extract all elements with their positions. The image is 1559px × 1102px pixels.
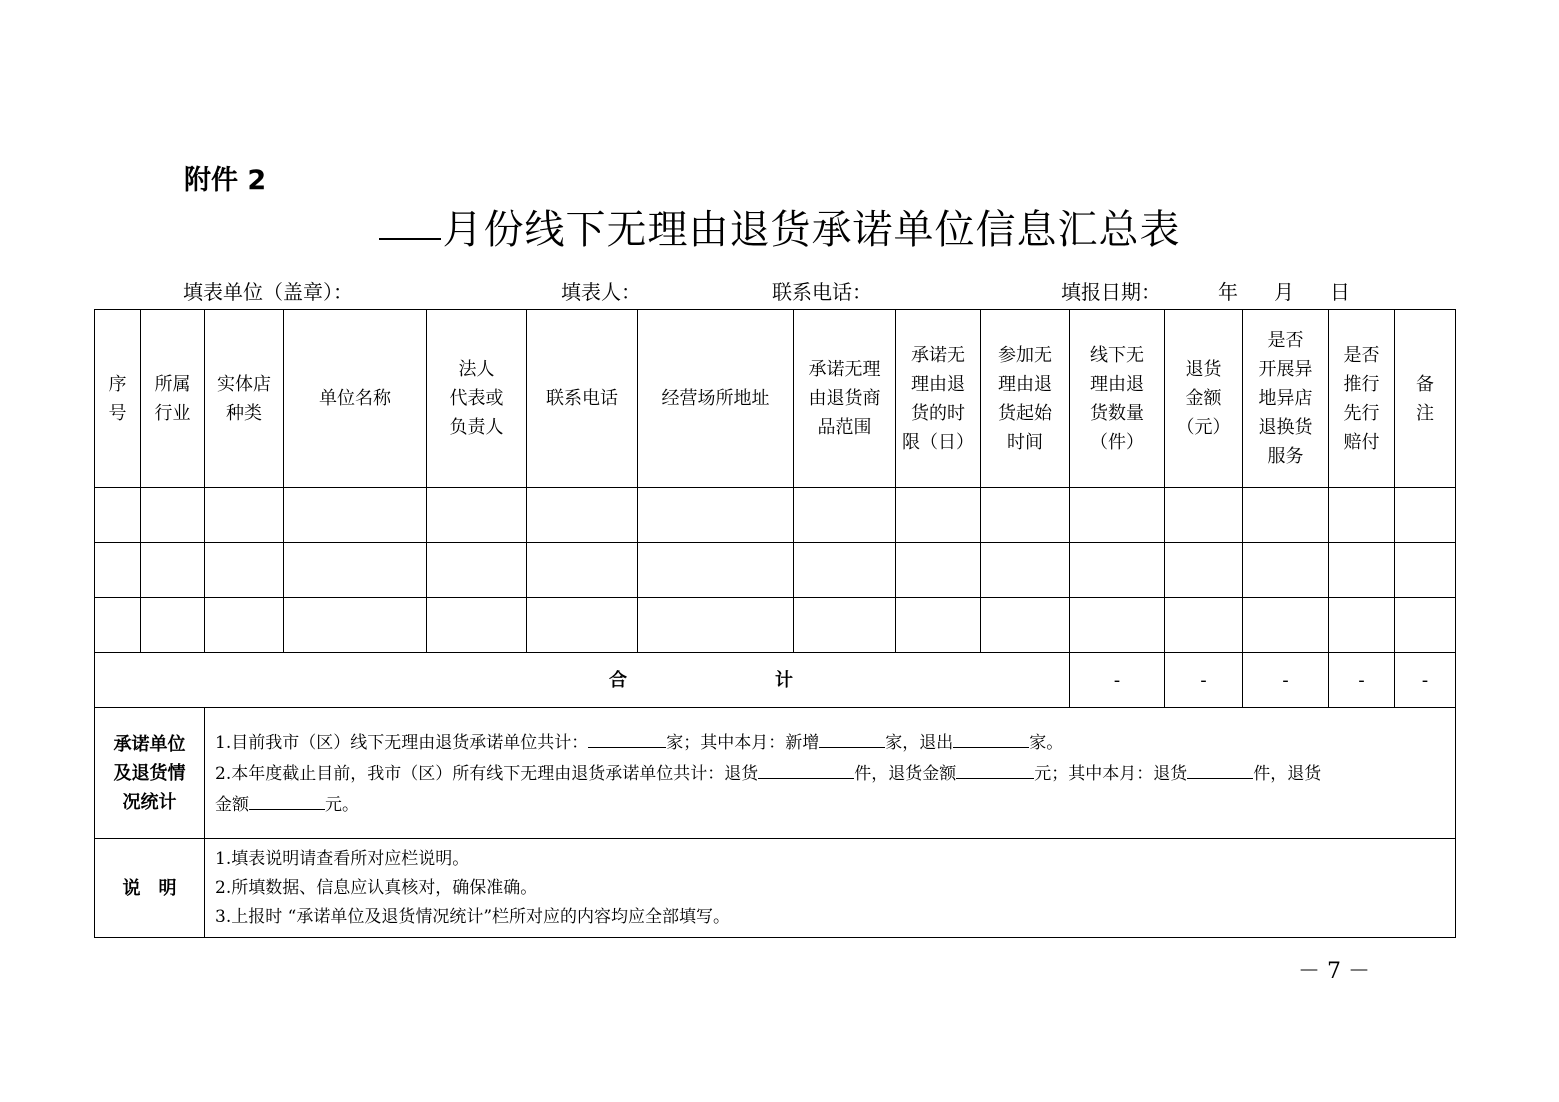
blank-month-returns[interactable]: [1187, 758, 1253, 779]
table-cell[interactable]: [205, 488, 284, 543]
header-row: [95, 310, 1456, 488]
stats-text-segment: 金额: [215, 794, 249, 815]
column-header-line: 货起始: [998, 402, 1052, 424]
column-header-line: 经营场所地址: [661, 388, 770, 409]
stats-text-segment: 1.目前我市（区）线下无理由退货承诺单位共计：: [215, 732, 589, 753]
column-header-line: 线下无: [1090, 344, 1144, 366]
table-cell[interactable]: [1070, 543, 1165, 598]
column-header-line: 货的时: [911, 402, 965, 424]
title-text: 月份线下无理由退货承诺单位信息汇总表: [442, 207, 1181, 253]
table-cell[interactable]: [284, 488, 427, 543]
stats-text-segment: 件，退货金额: [854, 763, 957, 784]
stats-line-3: [215, 789, 1455, 820]
table-cell[interactable]: [981, 598, 1070, 653]
table-cell[interactable]: [205, 543, 284, 598]
column-header-line: 是否: [1343, 344, 1380, 366]
total-value: -: [1070, 653, 1165, 708]
column-header-line: 参加无: [998, 344, 1052, 366]
column-header-line: 时间: [1007, 431, 1043, 453]
column-header-line: 赔付: [1343, 431, 1380, 453]
table-cell[interactable]: [1165, 488, 1243, 543]
table-cell[interactable]: [527, 598, 638, 653]
stats-line-2: [215, 758, 1455, 789]
meta-filler: 填表人：: [561, 280, 641, 304]
table-cell[interactable]: [981, 488, 1070, 543]
blank-year-amount[interactable]: [956, 758, 1034, 779]
stats-text-segment: 家。: [1029, 732, 1064, 753]
column-header-line: 货数量: [1090, 402, 1144, 424]
column-header-line: 注: [1416, 402, 1434, 424]
meta-phone: 联系电话：: [772, 280, 872, 304]
meta-day: 日: [1330, 280, 1350, 304]
table-cell[interactable]: [527, 543, 638, 598]
total-row: [95, 653, 1456, 708]
column-header-line: 服务: [1267, 446, 1304, 467]
column-header: [1165, 310, 1243, 488]
stats-label-line: 承诺单位: [113, 733, 186, 755]
table-cell[interactable]: [638, 598, 794, 653]
table-cell[interactable]: [141, 543, 205, 598]
table-cell[interactable]: [1329, 488, 1395, 543]
note-item: 3.上报时 “承诺单位及退货情况统计”栏所对应的内容均应全部填写。: [215, 906, 731, 927]
table-cell[interactable]: [427, 543, 527, 598]
total-label-b: 计: [775, 669, 793, 691]
note-item: 1.填表说明请查看所对应栏说明。: [215, 848, 470, 869]
table-cell[interactable]: [95, 543, 141, 598]
notes-text: [205, 839, 1456, 938]
table-cell[interactable]: [896, 543, 981, 598]
column-header: [1329, 310, 1395, 488]
table-cell[interactable]: [638, 543, 794, 598]
table-row: [95, 598, 1456, 653]
table-row: [95, 543, 1456, 598]
column-header-line: （元）: [1176, 417, 1231, 438]
column-header: [1243, 310, 1329, 488]
column-header-line: 联系电话: [546, 388, 618, 409]
attachment-label: 附件 2: [184, 165, 267, 196]
table-row: [95, 488, 1456, 543]
column-header: [794, 310, 896, 488]
column-header-line: 种类: [226, 402, 262, 424]
column-header-line: 所属: [154, 373, 191, 395]
stats-row: [95, 708, 1456, 839]
total-value: -: [1165, 653, 1243, 708]
column-header-line: 退货: [1185, 359, 1222, 380]
table-cell[interactable]: [141, 488, 205, 543]
table-cell[interactable]: [95, 598, 141, 653]
column-header: [1070, 310, 1165, 488]
table-cell[interactable]: [638, 488, 794, 543]
table-cell[interactable]: [1329, 598, 1395, 653]
column-header-line: （件）: [1090, 431, 1144, 453]
table-cell[interactable]: [1165, 543, 1243, 598]
table-cell[interactable]: [1395, 543, 1456, 598]
table-cell[interactable]: [527, 488, 638, 543]
stats-label-line: 况统计: [122, 791, 177, 813]
table-cell[interactable]: [1165, 598, 1243, 653]
column-header-line: 承诺无: [911, 344, 965, 366]
column-header-line: 金额: [1185, 388, 1222, 409]
blank-total-units[interactable]: [588, 727, 666, 748]
column-header-line: 负责人: [449, 417, 504, 438]
column-header-line: 行业: [154, 402, 191, 424]
table-cell[interactable]: [1243, 543, 1329, 598]
blank-month-amount[interactable]: [249, 789, 325, 810]
table-cell[interactable]: [794, 598, 896, 653]
table-cell[interactable]: [205, 598, 284, 653]
stats-text-segment: 元。: [325, 794, 359, 815]
blank-year-returns[interactable]: [758, 758, 854, 779]
table-cell[interactable]: [427, 488, 527, 543]
column-header-line: 由退货商: [808, 388, 881, 409]
column-header: [427, 310, 527, 488]
stats-text-segment: 家；其中本月：新增: [666, 732, 820, 753]
column-header-line: 法人: [458, 359, 495, 380]
column-header-line: 号: [108, 402, 127, 424]
stats-text-segment: 2.本年度截止目前，我市（区）所有线下无理由退货承诺单位共计：退货: [215, 763, 759, 784]
column-header-line: 代表或: [449, 388, 504, 409]
meta-year: 年: [1218, 280, 1238, 304]
column-header: [141, 310, 205, 488]
table-cell[interactable]: [95, 488, 141, 543]
total-label-a: 合: [609, 669, 627, 691]
meta-date-label: 填报日期：: [1061, 280, 1161, 304]
column-header-line: 备: [1416, 373, 1434, 395]
column-header: [981, 310, 1070, 488]
table-cell[interactable]: [141, 598, 205, 653]
column-header-line: 地异店: [1258, 388, 1313, 409]
column-header-line: 理由退: [1090, 373, 1144, 395]
column-header: [638, 310, 794, 488]
table-cell[interactable]: [1243, 598, 1329, 653]
notes-label: 说 明: [95, 839, 205, 938]
table-cell[interactable]: [1070, 488, 1165, 543]
table-cell[interactable]: [284, 543, 427, 598]
table-cell[interactable]: [1395, 488, 1456, 543]
total-value: -: [1243, 653, 1329, 708]
column-header-line: 理由退: [998, 373, 1052, 395]
document-title: [0, 198, 1559, 255]
summary-table: [94, 309, 1456, 938]
column-header: [896, 310, 981, 488]
column-header-line: 品范围: [817, 417, 872, 438]
table-cell[interactable]: [896, 598, 981, 653]
table-cell[interactable]: [284, 598, 427, 653]
stats-text-segment: 家，退出: [885, 732, 954, 753]
stats-text-segment: 元；其中本月：退货: [1034, 763, 1188, 784]
blank-exit-units[interactable]: [953, 727, 1029, 748]
column-header-line: 实体店: [217, 373, 271, 395]
column-header: [95, 310, 141, 488]
stats-label-line: 及退货情: [113, 762, 186, 784]
stats-line-1: [215, 727, 1455, 758]
column-header-line: 单位名称: [319, 388, 391, 409]
month-blank: [379, 198, 441, 240]
total-value: -: [1329, 653, 1395, 708]
stats-text: [205, 708, 1456, 839]
table-cell[interactable]: [794, 488, 896, 543]
table-cell[interactable]: [794, 543, 896, 598]
total-value: -: [1395, 653, 1456, 708]
blank-new-units[interactable]: [819, 727, 885, 748]
meta-month: 月: [1274, 280, 1294, 304]
table-cell[interactable]: [896, 488, 981, 543]
table-cell[interactable]: [1329, 543, 1395, 598]
table-cell[interactable]: [981, 543, 1070, 598]
column-header-line: 是否: [1267, 330, 1304, 351]
table-cell[interactable]: [1243, 488, 1329, 543]
table-cell[interactable]: [1070, 598, 1165, 653]
column-header: [527, 310, 638, 488]
note-item: 2.所填数据、信息应认真核对，确保准确。: [215, 877, 538, 898]
column-header-line: 序: [108, 373, 127, 395]
column-header-line: 推行: [1343, 373, 1380, 395]
column-header-line: 承诺无理: [808, 359, 881, 380]
table-cell[interactable]: [427, 598, 527, 653]
column-header-line: 限（日）: [902, 431, 974, 453]
column-header-line: 开展异: [1258, 359, 1313, 380]
column-header-line: 理由退: [911, 373, 965, 395]
meta-unit: 填表单位（盖章）：: [183, 280, 353, 304]
total-label: [95, 653, 1070, 708]
stats-text-segment: 件，退货: [1253, 763, 1322, 784]
table-cell[interactable]: [1395, 598, 1456, 653]
stats-label: [95, 708, 205, 839]
column-header-line: 退换货: [1258, 417, 1313, 438]
column-header: [1395, 310, 1456, 488]
column-header: [205, 310, 284, 488]
column-header: [284, 310, 427, 488]
column-header-line: 先行: [1343, 402, 1380, 424]
notes-row: [95, 839, 1456, 938]
page-number: － 7 －: [1298, 959, 1370, 984]
